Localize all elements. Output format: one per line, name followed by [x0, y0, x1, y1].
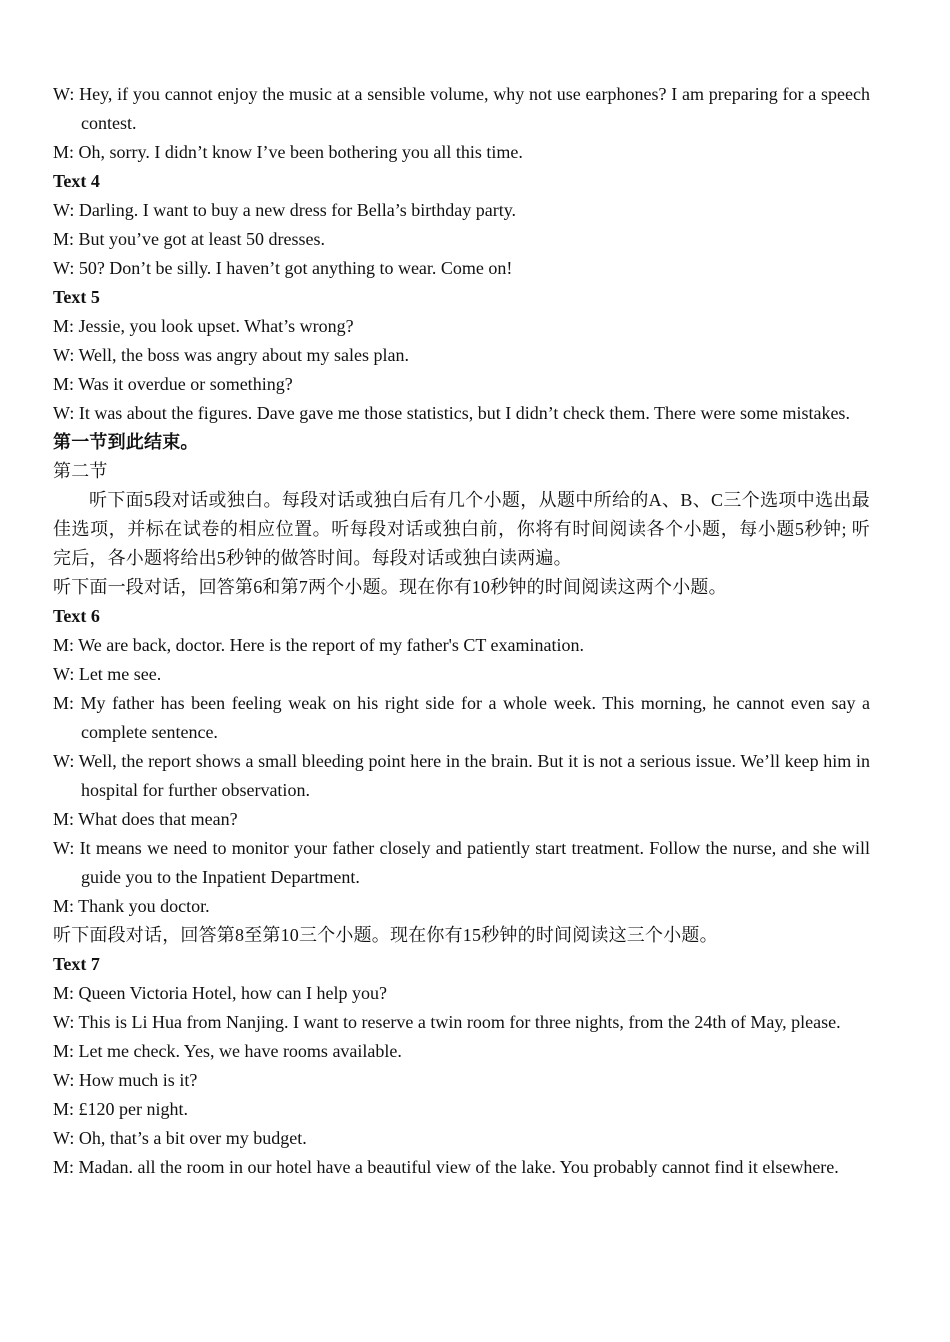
- dialogue-line: W: Oh, that’s a bit over my budget.: [53, 1128, 307, 1148]
- section-2-instructions: 听下面5段对话或独白。每段对话或独白后有几个小题，从题中所给的A、B、C三个选项中选出最佳选项，并标在试卷的相应位置。听每段对话或独白前，你将有时间阅读各个小题，每小题5秒钟; 听完后，各小题将给出5秒钟的做答时间。每段对话或独白读两遍。: [53, 490, 870, 568]
- dialogue-line: M: My father has been feeling weak on his right side for a whole week. This morning, he cannot even say a complete sentence.: [53, 693, 870, 742]
- dialogue-line: W: Darling. I want to buy a new dress for Bella’s birthday party.: [53, 200, 517, 220]
- text-6-prompt: 听下面一段对话，回答第6和第7两个小题。现在你有10秒钟的时间阅读这两个小题。: [53, 577, 727, 597]
- dialogue-line: M: But you’ve got at least 50 dresses.: [53, 229, 325, 249]
- dialogue-line: W: How much is it?: [53, 1070, 198, 1090]
- text-5-heading: Text 5: [53, 287, 100, 307]
- text-4-heading: Text 4: [53, 171, 100, 191]
- text-7-heading: Text 7: [53, 954, 100, 974]
- dialogue-line: W: It means we need to monitor your father closely and patiently start treatment. Follow the nurse, and she will guide you to the Inpatient Department.: [53, 838, 870, 887]
- dialogue-line: M: Jessie, you look upset. What’s wrong?: [53, 316, 354, 336]
- dialogue-line: M: We are back, doctor. Here is the report of my father's CT examination.: [53, 635, 584, 655]
- dialogue-line: M: Madan. all the room in our hotel have a beautiful view of the lake. You probably cannot find it elsewhere.: [53, 1157, 839, 1177]
- dialogue-line: M: Was it overdue or something?: [53, 374, 293, 394]
- dialogue-line: W: Well, the boss was angry about my sales plan.: [53, 345, 409, 365]
- section-2-title: 第二节: [53, 461, 108, 481]
- dialogue-line: W: Hey, if you cannot enjoy the music at a sensible volume, why not use earphones? I am preparing for a speech contest.: [53, 84, 870, 133]
- text-7-prompt: 听下面段对话，回答第8至第10三个小题。现在你有15秒钟的时间阅读这三个小题。: [53, 925, 718, 945]
- dialogue-line: W: It was about the figures. Dave gave me those statistics, but I didn’t check them. There were some mistakes.: [53, 403, 850, 423]
- dialogue-line: M: £120 per night.: [53, 1099, 188, 1119]
- dialogue-line: M: Thank you doctor.: [53, 896, 210, 916]
- text-6-heading: Text 6: [53, 606, 100, 626]
- dialogue-line: M: What does that mean?: [53, 809, 238, 829]
- dialogue-line: M: Queen Victoria Hotel, how can I help you?: [53, 983, 387, 1003]
- document-page: [53, 80, 870, 1182]
- section-1-end-heading: 第一节到此结束。: [53, 432, 199, 452]
- dialogue-line: W: This is Li Hua from Nanjing. I want to reserve a twin room for three nights, from the 24th of May, please.: [53, 1012, 841, 1032]
- dialogue-line: M: Let me check. Yes, we have rooms available.: [53, 1041, 402, 1061]
- dialogue-line: W: 50? Don’t be silly. I haven’t got anything to wear. Come on!: [53, 258, 513, 278]
- dialogue-line: M: Oh, sorry. I didn’t know I’ve been bothering you all this time.: [53, 142, 523, 162]
- dialogue-line: W: Well, the report shows a small bleeding point here in the brain. But it is not a serious issue. We’ll keep him in hospital for further observation.: [53, 751, 870, 800]
- dialogue-line: W: Let me see.: [53, 664, 162, 684]
